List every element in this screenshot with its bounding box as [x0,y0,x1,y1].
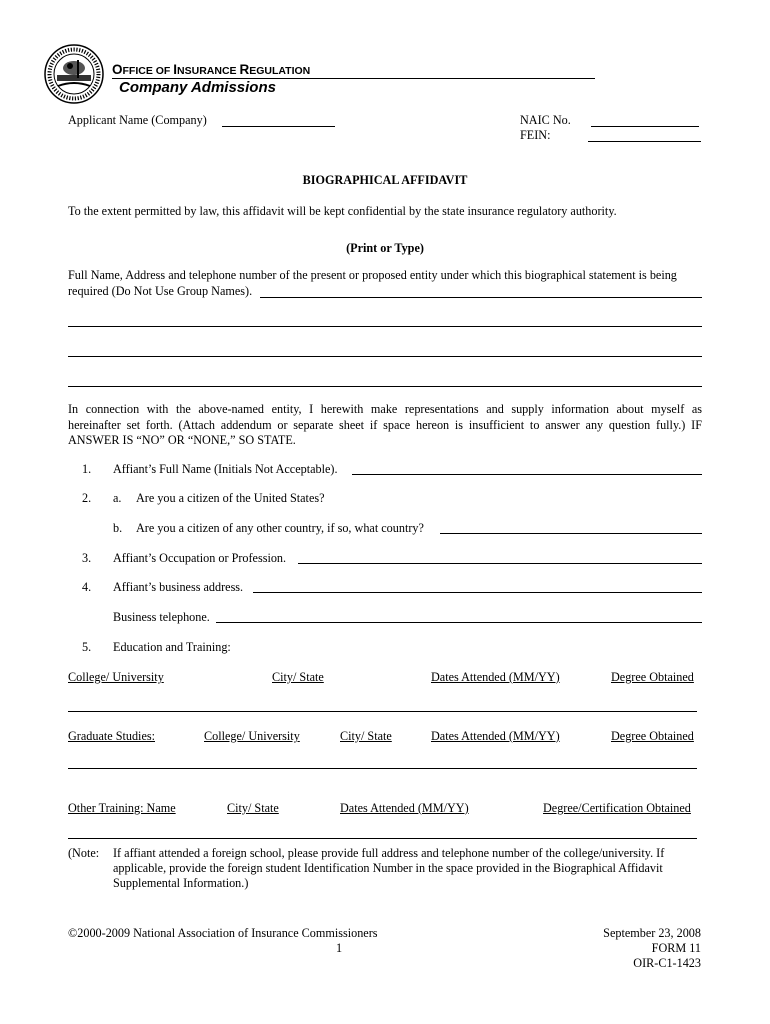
other-training-entry-field[interactable] [68,838,697,839]
copyright: ©2000-2009 National Association of Insurance Commissioners [68,926,378,940]
form-date: September 23, 2008 [603,926,701,940]
entity-field-line2[interactable] [68,326,702,327]
college-dates-header: Dates Attended (MM/YY) [431,670,560,684]
q2a-letter: a. [113,491,122,505]
connection-line1: In connection with the above-named entity, I herewith make representations and supply information about myself as [68,402,702,416]
connection-line3: ANSWER IS “NO” OR “NONE,” SO STATE. [68,433,296,447]
q4-phone-field[interactable] [216,622,702,623]
fein-label: FEIN: [520,128,551,142]
office-title-part1: FFICE OF [122,65,174,77]
fullname-instruction-line2: required (Do Not Use Group Names). [68,284,253,298]
naic-field[interactable] [591,126,699,127]
college-header: College/ University [68,670,164,684]
q5-number: 5. [82,640,92,654]
office-title [112,62,310,77]
q3-field[interactable] [298,563,702,564]
graduate-degree-header: Degree Obtained [611,729,694,743]
q1-label: Affiant’s Full Name (Initials Not Acceptable). [113,462,338,476]
note-line1: If affiant attended a foreign school, please provide full address and telephone number of the college/university. If [113,846,665,860]
q2b-letter: b. [113,521,123,535]
other-degree-header: Degree/Certification Obtained [543,801,691,815]
office-title-o: O [112,62,123,77]
subtitle: Company Admissions [119,79,276,96]
q2a-label: Are you a citizen of the United States? [136,491,325,505]
q3-number: 3. [82,551,92,565]
form-number: FORM 11 [651,941,701,955]
college-city-header: City/ State [272,670,324,684]
office-title-part3: EGULATION [249,65,311,77]
graduate-city-header: City/ State [340,729,392,743]
other-dates-header: Dates Attended (MM/YY) [340,801,469,815]
college-entry-field[interactable] [68,711,697,712]
q1-field[interactable] [352,474,702,475]
college-degree-header: Degree Obtained [611,670,694,684]
q2b-field[interactable] [440,533,702,534]
q5-label: Education and Training: [113,640,231,654]
connection-line2: hereinafter set forth. (Attach addendum or separate sheet if space hereon is insufficient to answer any question fully.) IF [68,418,702,432]
q4-label: Affiant’s business address. [113,580,244,594]
office-title-i: I [173,62,178,77]
applicant-name-label: Applicant Name (Company) [68,113,207,127]
state-seal-logo [44,44,104,104]
applicant-name-field[interactable] [222,126,335,127]
naic-label: NAIC No. [520,113,571,127]
graduate-college-header: College/ University [204,729,300,743]
graduate-dates-header: Dates Attended (MM/YY) [431,729,560,743]
note-line3: Supplemental Information.) [113,876,249,890]
note-label: (Note: [68,846,100,860]
graduate-entry-field[interactable] [68,768,697,769]
q4-address-field[interactable] [253,592,702,593]
print-or-type-note: (Print or Type) [346,241,424,255]
q4-phone-label: Business telephone. [113,610,210,624]
q2-number: 2. [82,491,92,505]
entity-field-line4[interactable] [68,386,702,387]
note-line2: applicable, provide the foreign student Identification Number in the space provided in the Biographical Affidavit [113,861,663,875]
page-number: 1 [336,941,343,955]
fein-field[interactable] [588,141,701,142]
q2b-label: Are you a citizen of any other country, if so, what country? [136,521,424,535]
page-title: BIOGRAPHICAL AFFIDAVIT [302,173,468,187]
q1-number: 1. [82,462,92,476]
fullname-instruction-line1: Full Name, Address and telephone number of the present or proposed entity under which this biographical statement is being [68,268,677,282]
other-training-header: Other Training: Name [68,801,176,815]
entity-field-line1[interactable] [260,297,702,298]
q3-label: Affiant’s Occupation or Profession. [113,551,287,565]
office-title-part2: NSURANCE [177,65,240,77]
graduate-studies-header: Graduate Studies: [68,729,155,743]
office-title-r: R [239,62,250,77]
q4-number: 4. [82,580,92,594]
form-code: OIR-C1-1423 [633,956,701,970]
other-city-header: City/ State [227,801,279,815]
confidentiality-statement: To the extent permitted by law, this affidavit will be kept confidential by the state insurance regulatory authority. [68,204,617,218]
entity-field-line3[interactable] [68,356,702,357]
